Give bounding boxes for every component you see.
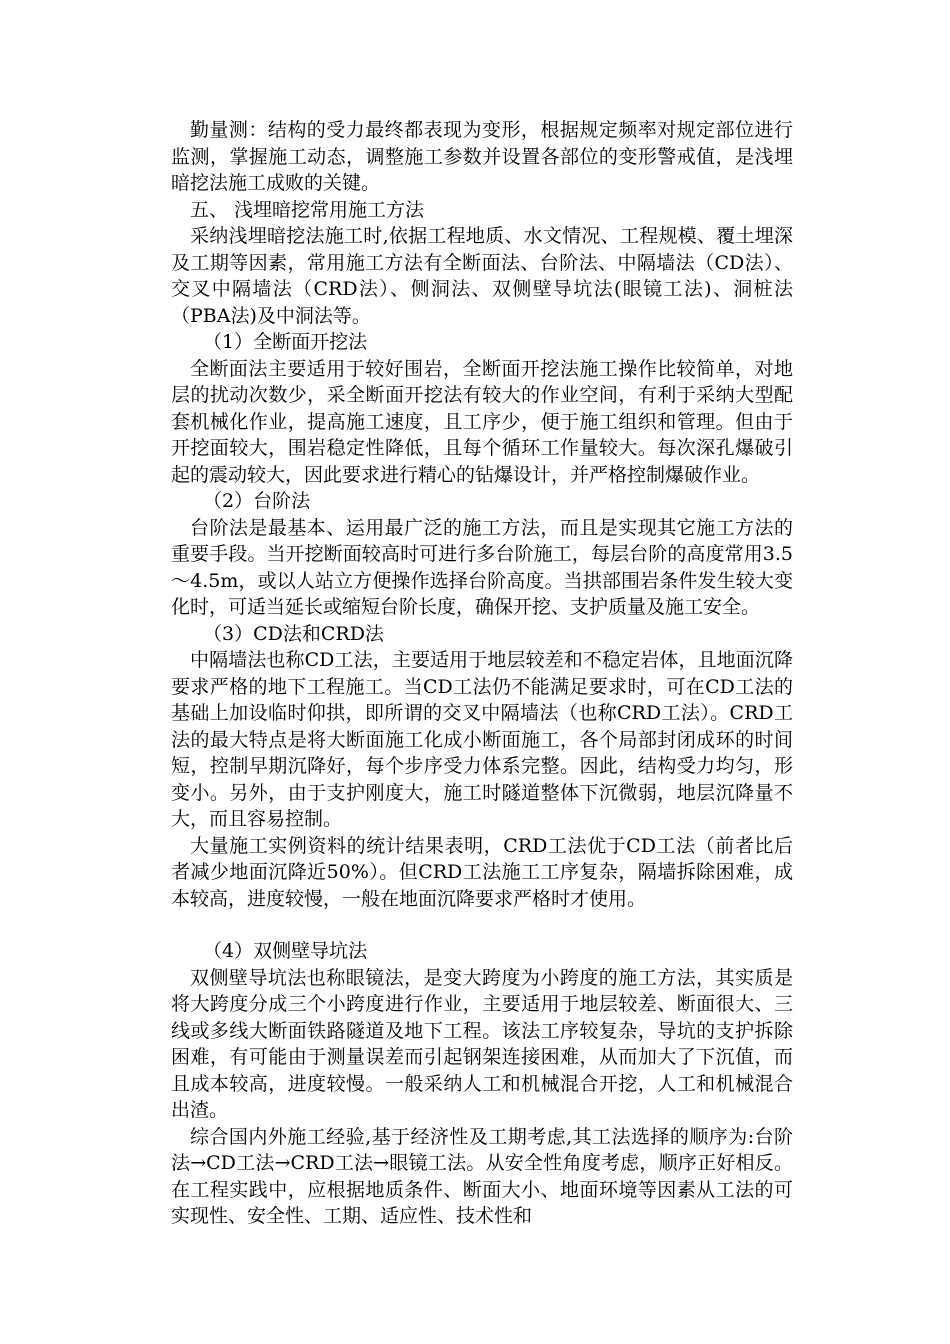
subheading-cd-crd: （3）CD法和CRD法 (203, 622, 384, 645)
blank-line (171, 912, 793, 938)
subheading-bench: （2）台阶法 (203, 490, 311, 512)
subheading-double-side-drift: （4）双侧壁导坑法 (203, 940, 368, 962)
paragraph-bench: 台阶法是最基本、运用最广泛的施工方法，而且是实现其它施工方法的重要手段。当开挖断面较高时可进行多台阶施工，每层台阶的高度常用3.5～4.5m，或以人站立方便操作选择台阶高度。当拱部围岩条件发生较大变化时，可适当延长或缩短台阶长度，确保开挖、支护质量及施工安全。 (171, 516, 793, 618)
subheading-full-section: （1）全断面开挖法 (203, 331, 368, 353)
paragraph-crd-comparison: 大量施工实例资料的统计结果表明，CRD工法优于CD工法（前者比后者减少地面沉降近50%）。但CRD工法施工工序复杂，隔墙拆除困难，成本较高，进度较慢，一般在地面沉降要求严格时才使用。 (171, 834, 793, 910)
paragraph-double-side-drift: 双侧壁导坑法也称眼镜法，是变大跨度为小跨度的施工方法，其实质是将大跨度分成三个小跨度进行作业，主要适用于地层较差、断面很大、三线或多线大断面铁路隧道及地下工程。该法工序较复杂，导坑的支护拆除困难，有可能由于测量误差而引起钢架连接困难，从而加大了下沉值，而且成本较高，进度较慢。一般采纳人工和机械混合开挖，人工和机械混合出渣。 (171, 966, 793, 1121)
paragraph-full-section: 全断面法主要适用于较好围岩，全断面开挖法施工操作比较简单，对地层的扰动次数少，采全断面开挖法有较大的作业空间，有利于采纳大型配套机械化作业，提高施工速度，且工序少，便于施工组织和管理。但由于开挖面较大，围岩稳定性降低，且每个循环工作量较大。每次深孔爆破引起的震动较大，因此要求进行精心的钻爆设计，并严格控制爆破作业。 (171, 357, 793, 486)
paragraph-monitoring: 勤量测：结构的受力最终都表现为变形，根据规定频率对规定部位进行监测，掌握施工动态，调整施工参数并设置各部位的变形警戒值，是浅埋暗挖法施工成败的关键。 (171, 119, 793, 194)
paragraph-method-selection: 综合国内外施工经验,基于经济性及工期考虑,其工法选择的顺序为:台阶法→CD工法→CRD工法→眼镜工法。从安全性角度考虑，顺序正好相反。在工程实践中，应根据地质条件、断面大小、地面环境等因素从工法的可实现性、安全性、工期、适应性、技术性和 (171, 1125, 793, 1227)
paragraph-cd-crd: 中隔墙法也称CD工法，主要适用于地层较差和不稳定岩体，且地面沉降要求严格的地下工程施工。当CD工法仍不能满足要求时，可在CD工法的基础上加设临时仰拱，即所谓的交叉中隔墙法（也称CRD工法）。CRD工法的最大特点是将大断面施工化成小断面施工，各个局部封闭成环的时间短，控制早期沉降好，每个步序受力体系完整。因此，结构受力均匀，形变小。另外，由于支护刚度大，施工时隧道整体下沉微弱，地层沉降量不大，而且容易控制。 (171, 649, 793, 830)
document-body (171, 117, 793, 1230)
section-heading-5: 五、 浅埋暗挖常用施工方法 (190, 198, 425, 221)
paragraph-methods-intro: 采纳浅埋暗挖法施工时,依据工程地质、水文情况、工程规模、覆土埋深及工期等因素，常用施工方法有全断面法、台阶法、中隔墙法（CD法）、交叉中隔墙法（CRD法）、侧洞法、双侧壁导坑法(眼镜工法)、洞桩法（PBA法)及中洞法等。 (171, 225, 793, 327)
